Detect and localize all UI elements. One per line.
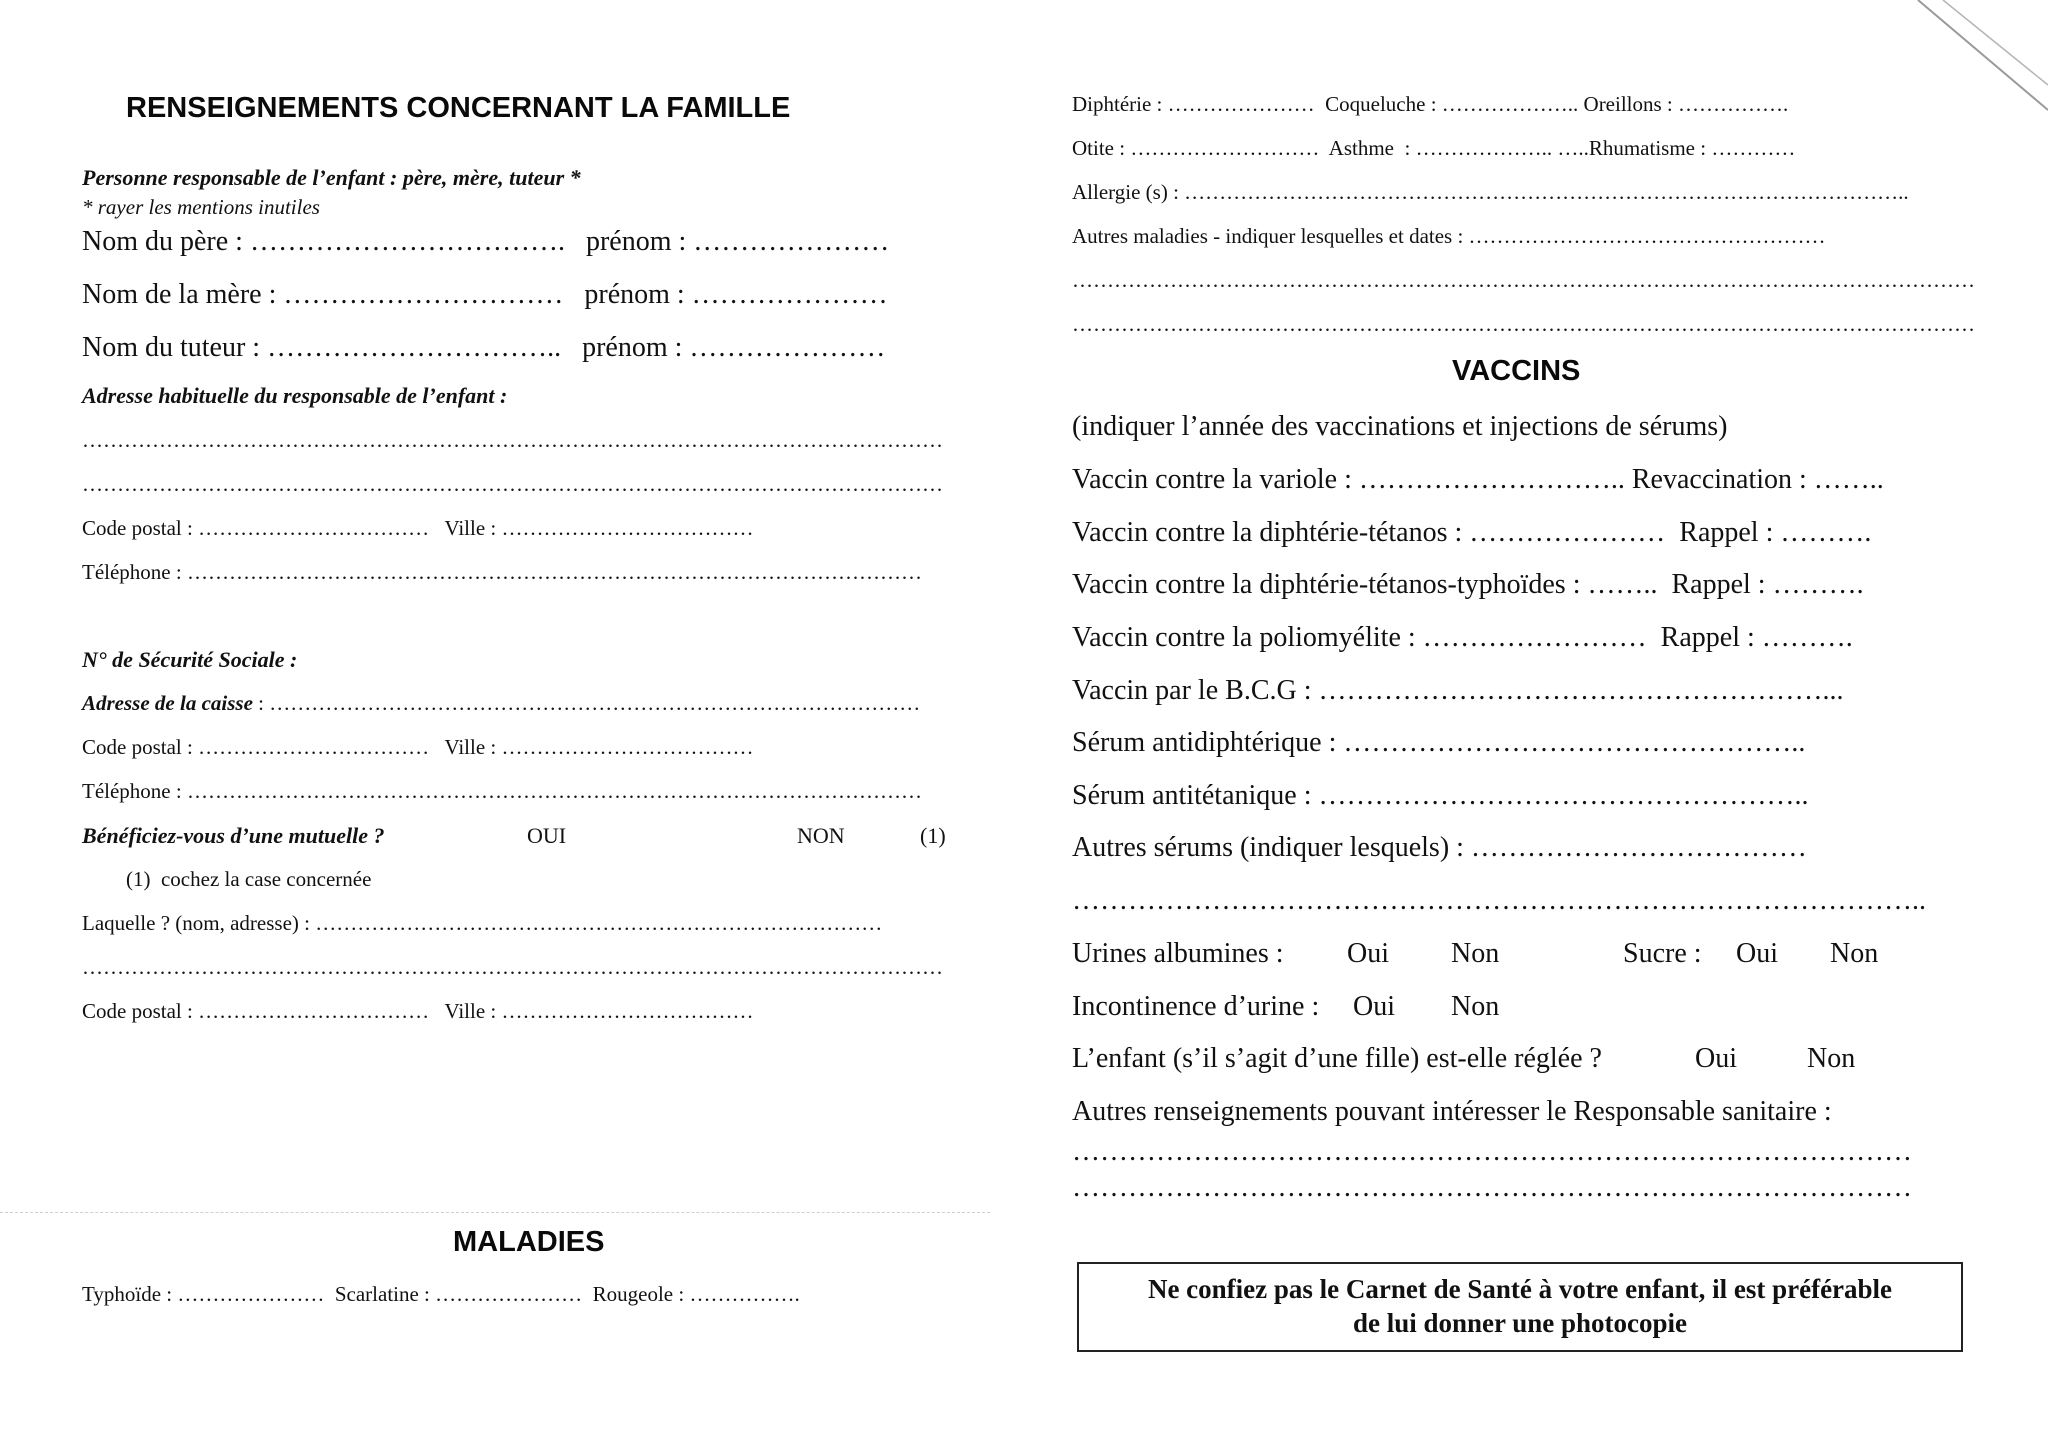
adresse-field-line1[interactable]: …………………………………………………………………………………………………………… [82, 428, 943, 452]
poliomyelite-field[interactable]: Vaccin contre la poliomyélite : …………………… Rappel : ………. [1072, 622, 1853, 653]
autres-renseignements-label: Autres renseignements pouvant intéresser le Responsable sanitaire : [1072, 1096, 1832, 1127]
caisse-label: Adresse de la caisse [82, 691, 253, 715]
rayer-note: * rayer les mentions inutiles [82, 195, 320, 219]
urines-oui-option[interactable]: Oui [1347, 938, 1389, 969]
incontinence-oui-option[interactable]: Oui [1353, 991, 1395, 1022]
code-postal-ville-field-3[interactable]: Code postal : …………………………… Ville : ……………………………… [82, 999, 754, 1023]
autres-serums-field[interactable]: Autres sérums (indiquer lesquels) : ……………………………… [1072, 832, 1807, 863]
autres-maladies-line-a[interactable]: ………………………………………………………………………………………………………………… [1072, 268, 1975, 292]
mutuelle-question: Bénéficiez-vous d’une mutuelle ? [82, 823, 385, 848]
sucre-non-option[interactable]: Non [1830, 938, 1879, 969]
maladies-field-line1[interactable]: Diphtérie : ………………… Coqueluche : ……………….. Oreillons : ……………. [1072, 92, 1789, 116]
autres-renseignements-line-c[interactable]: ……………………………………………………………………………… [1072, 1136, 1912, 1167]
footnote-ref: (1) [920, 823, 946, 848]
cochez-note: (1) cochez la case concernée [126, 867, 372, 891]
secu-heading: N° de Sécurité Sociale : [82, 647, 298, 672]
autres-serums-field-line2[interactable]: ……………………………………………………………………………….. [1072, 885, 1926, 916]
paper-crease-mark [1888, 0, 2048, 140]
autres-renseignements-line-d[interactable]: ……………………………………………………………………………… [1072, 1172, 1912, 1203]
serum-antitetanique-field[interactable]: Sérum antitétanique : …………………………………………….. [1072, 780, 1809, 811]
diphterie-tetanos-typhoides-field[interactable]: Vaccin contre la diphtérie-tétanos-typhoïdes : …….. Rappel : ………. [1072, 569, 1864, 600]
adresse-heading: Adresse habituelle du responsable de l’enfant : [82, 383, 508, 408]
urines-albumines-label: Urines albumines : [1072, 938, 1284, 969]
incontinence-label: Incontinence d’urine : [1072, 991, 1320, 1022]
maladies-field-line2[interactable]: Otite : ……………………… Asthme : ……………….. …..Rhumatisme : ………… [1072, 136, 1796, 160]
telephone-field-2[interactable]: Téléphone : …………………………………………………………………………………………… [82, 779, 922, 803]
warning-note-line2: de lui donner une photocopie [1352, 1308, 1688, 1338]
reglee-oui-option[interactable]: Oui [1695, 1043, 1737, 1074]
maladies-field-line[interactable]: Typhoïde : ………………… Scarlatine : ………………… Rougeole : ……………. [82, 1282, 800, 1306]
mutuelle-oui-option[interactable]: OUI [527, 823, 567, 848]
famille-title: RENSEIGNEMENTS CONCERNANT LA FAMILLE [126, 92, 791, 124]
code-postal-ville-field-2[interactable]: Code postal : …………………………… Ville : ……………………………… [82, 735, 754, 759]
nom-pere-field[interactable]: Nom du père : ……………………………. prénom : ………………… [82, 226, 890, 257]
allergie-field[interactable]: Allergie (s) : ………………………………………………………………………………………….. [1072, 180, 1909, 204]
code-postal-ville-field-1[interactable]: Code postal : …………………………… Ville : ……………………………… [82, 516, 754, 540]
variole-field[interactable]: Vaccin contre la variole : ……………………….. Revaccination : …….. [1072, 464, 1884, 495]
serum-antidiphterique-field[interactable]: Sérum antidiphtérique : ………………………………………….. [1072, 727, 1806, 758]
caisse-dots: : ………………………………………………………………………………… [252, 691, 921, 715]
incontinence-non-option[interactable]: Non [1451, 991, 1500, 1022]
mutuelle-non-option[interactable]: NON [797, 823, 845, 848]
urines-non-option[interactable]: Non [1451, 938, 1500, 969]
fold-line [0, 1212, 990, 1213]
sucre-oui-option[interactable]: Oui [1736, 938, 1778, 969]
telephone-field-1[interactable]: Téléphone : …………………………………………………………………………………………… [82, 560, 922, 584]
nom-tuteur-field[interactable]: Nom du tuteur : ………………………….. prénom : ………………… [82, 332, 886, 363]
reglee-label: L’enfant (s’il s’agit d’une fille) est-elle réglée ? [1072, 1043, 1602, 1074]
right-page [1020, 0, 2048, 1452]
left-page [0, 0, 1000, 1452]
warning-note-line1: Ne confiez pas le Carnet de Santé à votre enfant, il est préférable [1147, 1274, 1893, 1305]
sucre-label: Sucre : [1623, 938, 1702, 969]
warning-note-box [1077, 1262, 1963, 1352]
nom-mere-field[interactable]: Nom de la mère : ………………………… prénom : ………………… [82, 279, 888, 310]
adresse-field-line2[interactable]: …………………………………………………………………………………………………………… [82, 472, 943, 496]
laquelle-field-line2[interactable]: …………………………………………………………………………………………………………… [82, 955, 943, 979]
reglee-non-option[interactable]: Non [1807, 1043, 1856, 1074]
laquelle-field[interactable]: Laquelle ? (nom, adresse) : ……………………………………………………………………… [82, 911, 883, 935]
maladies-title: MALADIES [453, 1226, 605, 1258]
autres-maladies-field[interactable]: Autres maladies - indiquer lesquelles et dates : …………………………………………… [1072, 224, 1826, 248]
vaccins-intro: (indiquer l’année des vaccinations et injections de sérums) [1072, 411, 1728, 442]
bcg-field[interactable]: Vaccin par le B.C.G : ………………………………………………... [1072, 675, 1844, 706]
vaccins-title: VACCINS [1452, 355, 1581, 387]
caisse-field[interactable] [82, 693, 920, 714]
responsable-heading: Personne responsable de l’enfant : père, mère, tuteur * [82, 165, 581, 190]
diphterie-tetanos-field[interactable]: Vaccin contre la diphtérie-tétanos : ………………… Rappel : ………. [1072, 517, 1872, 548]
autres-maladies-line-b[interactable]: ………………………………………………………………………………………………………………… [1072, 312, 1975, 336]
